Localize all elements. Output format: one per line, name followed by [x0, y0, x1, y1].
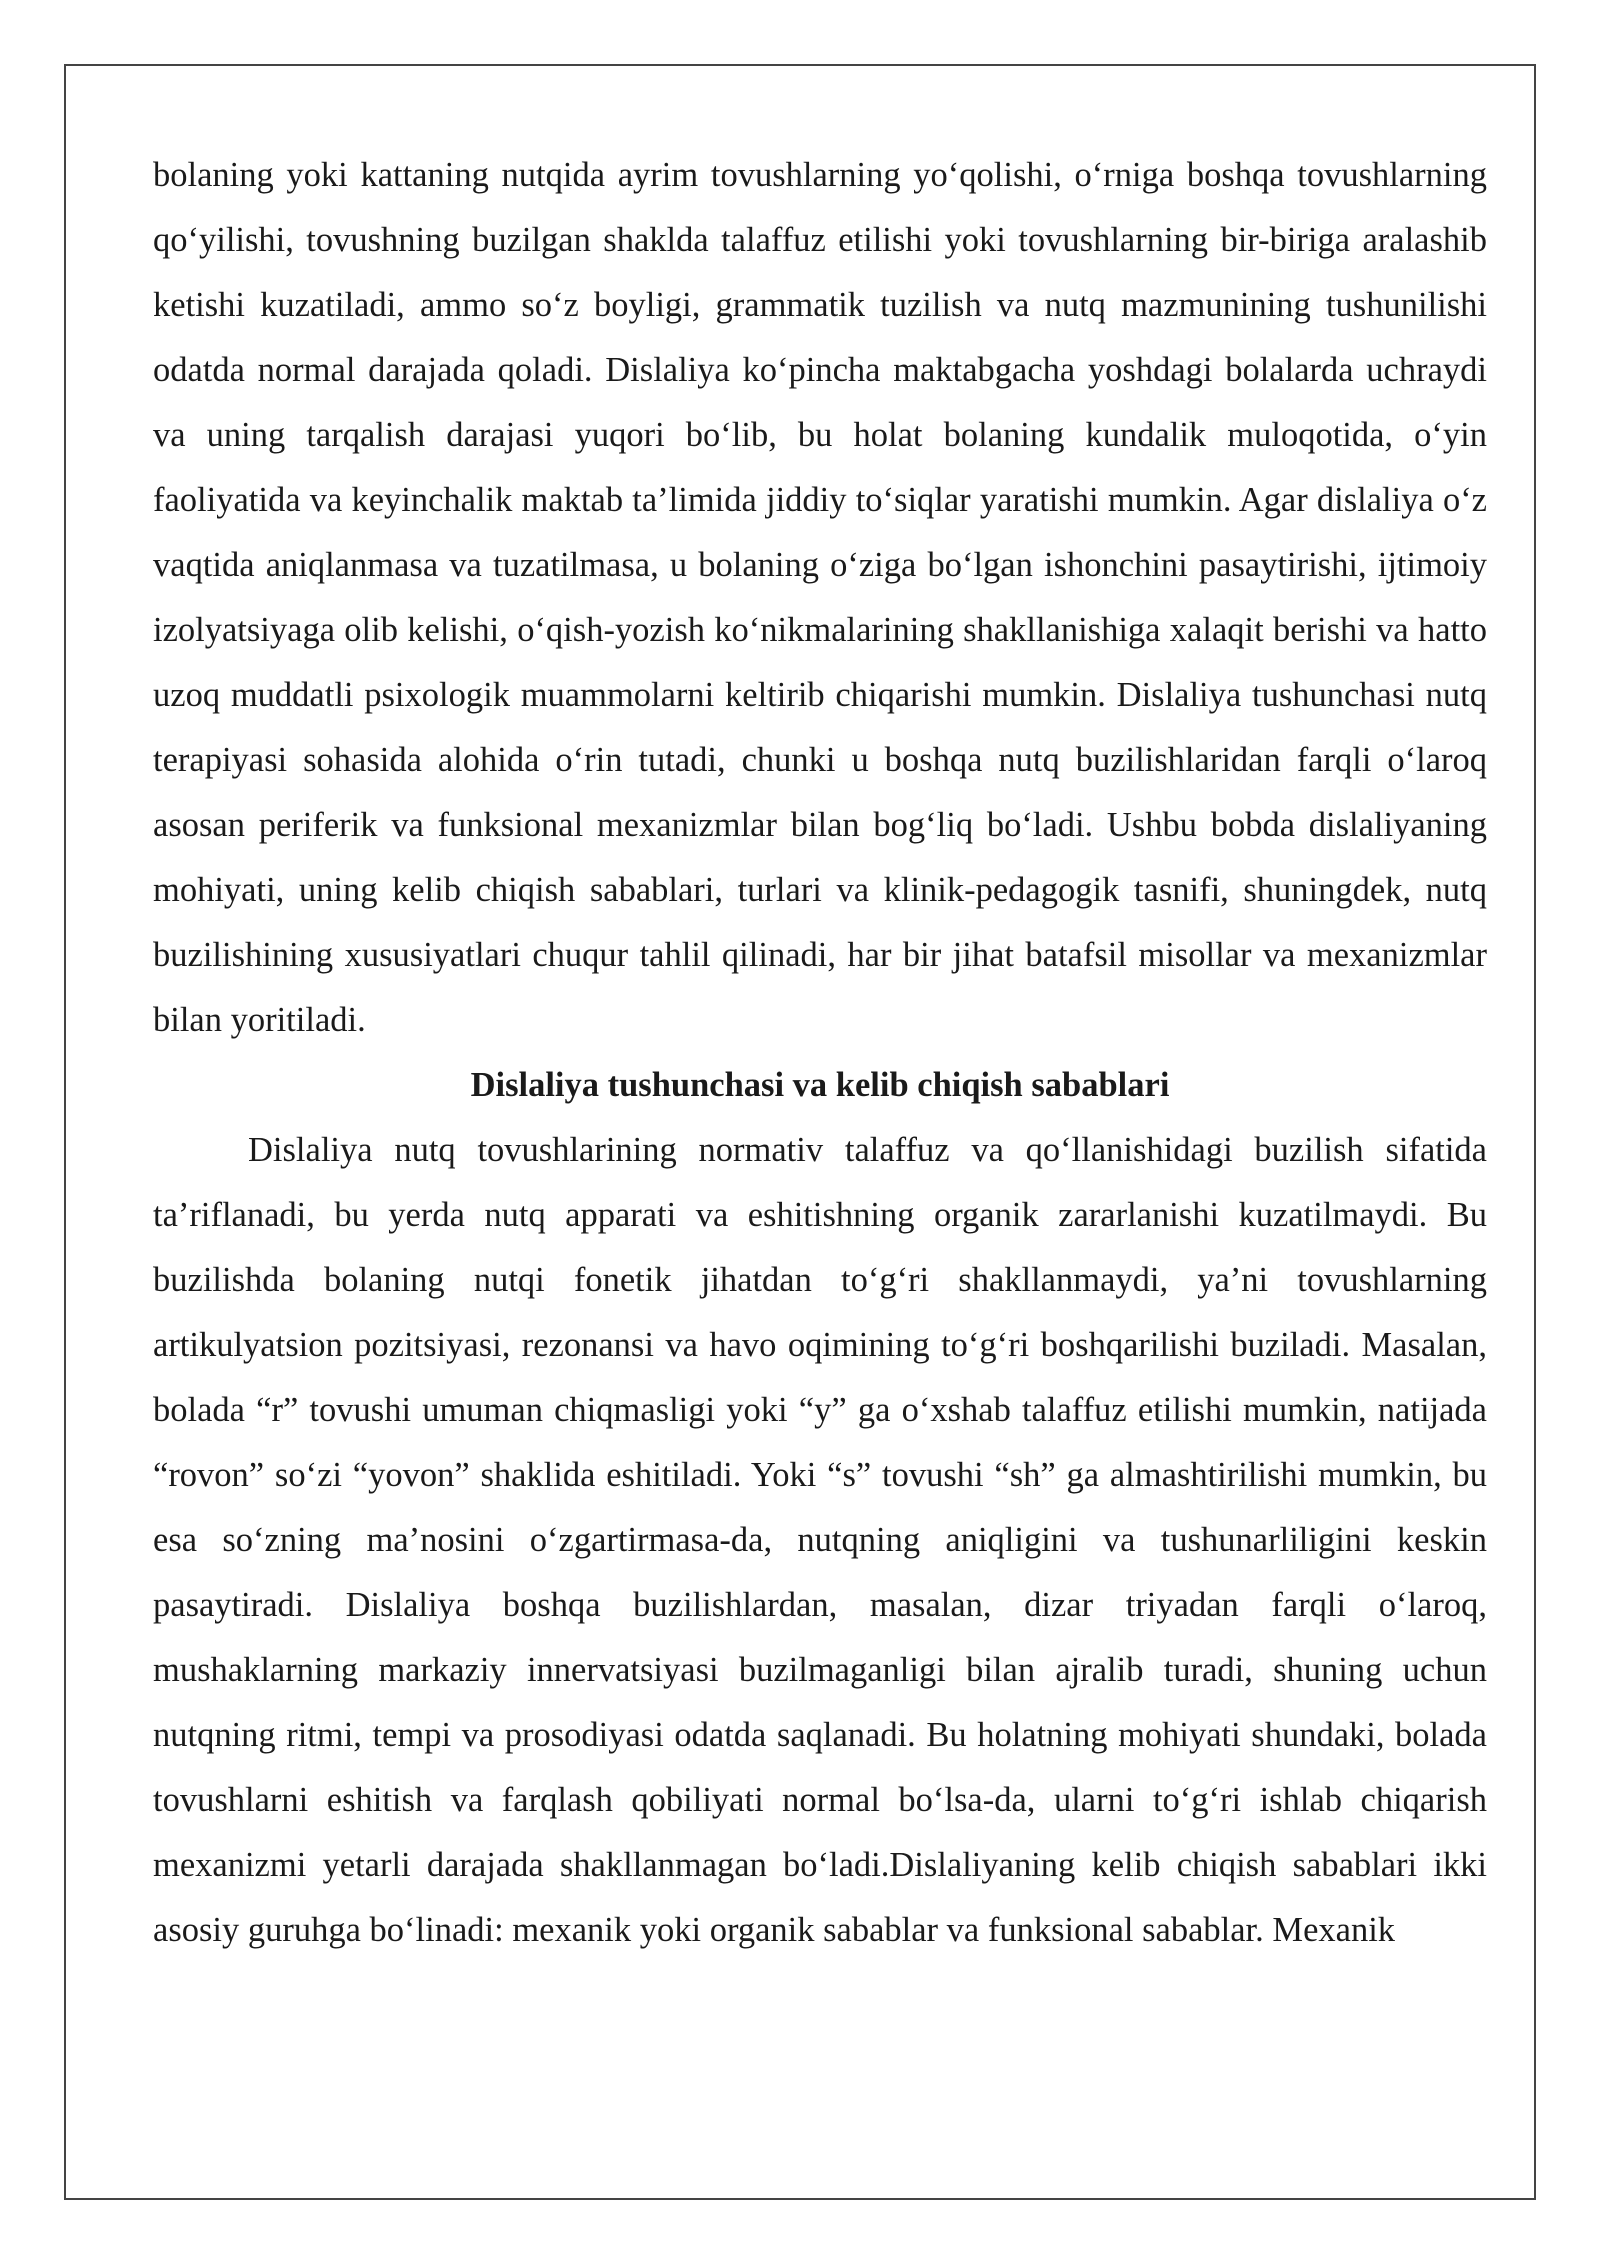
- body-paragraph: Dislaliya nutq tovushlarining normativ talaffuz va qo‘llanishidagi buzilish sifatida ta’riflanadi, bu yerda nutq apparati va eshitishning organik zararlanishi kuzatilmaydi. Bu buzilishda bolaning nutqi fonetik jihatdan to‘g‘ri shakllanmaydi, ya’ni tovushlarning artikulyatsion pozitsiyasi, rezonansi va havo oqimining to‘g‘ri boshqarilishi buziladi. Masalan, bolada “r” tovushi umuman chiqmasligi yoki “y” ga o‘xshab talaffuz etilishi mumkin, natijada “rovon” so‘zi “yovon” shaklida eshitiladi. Yoki “s” tovushi “sh” ga almashtirilishi mumkin, bu esa so‘zning ma’nosini o‘zgartirmasa-da, nutqning aniqligini va tushunarliligini keskin pasaytiradi. Dislaliya boshqa buzilishlardan, masalan, dizar triyadan farqli o‘laroq, mushaklarning markaziy innervatsiyasi buzilmaganligi bilan ajralib turadi, shuning uchun nutqning ritmi, tempi va prosodiyasi odatda saqlanadi. Bu holatning mohiyati shundaki, bolada tovushlarni eshitish va farqlash qobiliyati normal bo‘lsa-da, ularni to‘g‘ri ishlab chiqarish mexanizmi yetarli darajada shakllanmagan bo‘ladi.Dislaliyaning kelib chiqish sabablari ikki asosiy guruhga bo‘linadi: mexanik yoki organik sabablar va funksional sabablar. Mexanik: [153, 1131, 1487, 1949]
- intro-paragraph: bolaning yoki kattaning nutqida ayrim tovushlarning yo‘qolishi, o‘rniga boshqa tovushlarning qo‘yilishi, tovushning buzilgan shaklda talaffuz etilishi yoki tovushlarning bir-biriga aralashib ketishi kuzatiladi, ammo so‘z boyligi, grammatik tuzilish va nutq mazmunining tushunilishi odatda normal darajada qoladi. Dislaliya ko‘pincha maktabgacha yoshdagi bolalarda uchraydi va uning tarqalish darajasi yuqori bo‘lib, bu holat bolaning kundalik muloqotida, o‘yin faoliyatida va keyinchalik maktab ta’limida jiddiy to‘siqlar yaratishi mumkin. Agar dislaliya o‘z vaqtida aniqlanmasa va tuzatilmasa, u bolaning o‘ziga bo‘lgan ishonchini pasaytirishi, ijtimoiy izolyatsiyaga olib kelishi, o‘qish-yozish ko‘nikmalarining shakllanishiga xalaqit berishi va hatto uzoq muddatli psixologik muammolarni keltirib chiqarishi mumkin. Dislaliya tushunchasi nutq terapiyasi sohasida alohida o‘rin tutadi, chunki u boshqa nutq buzilishlaridan farqli o‘laroq asosan periferik va funksional mexanizmlar bilan bog‘liq bo‘ladi. Ushbu bobda dislaliyaning mohiyati, uning kelib chiqish sabablari, turlari va klinik-pedagogik tasnifi, shuningdek, nutq buzilishining xususiyatlari chuqur tahlil qilinadi, har bir jihat batafsil misollar va mexanizmlar bilan yoritiladi.: [153, 156, 1487, 1039]
- section-heading: Dislaliya tushunchasi va kelib chiqish sabablari: [470, 1066, 1170, 1104]
- document-body: [153, 143, 1487, 1963]
